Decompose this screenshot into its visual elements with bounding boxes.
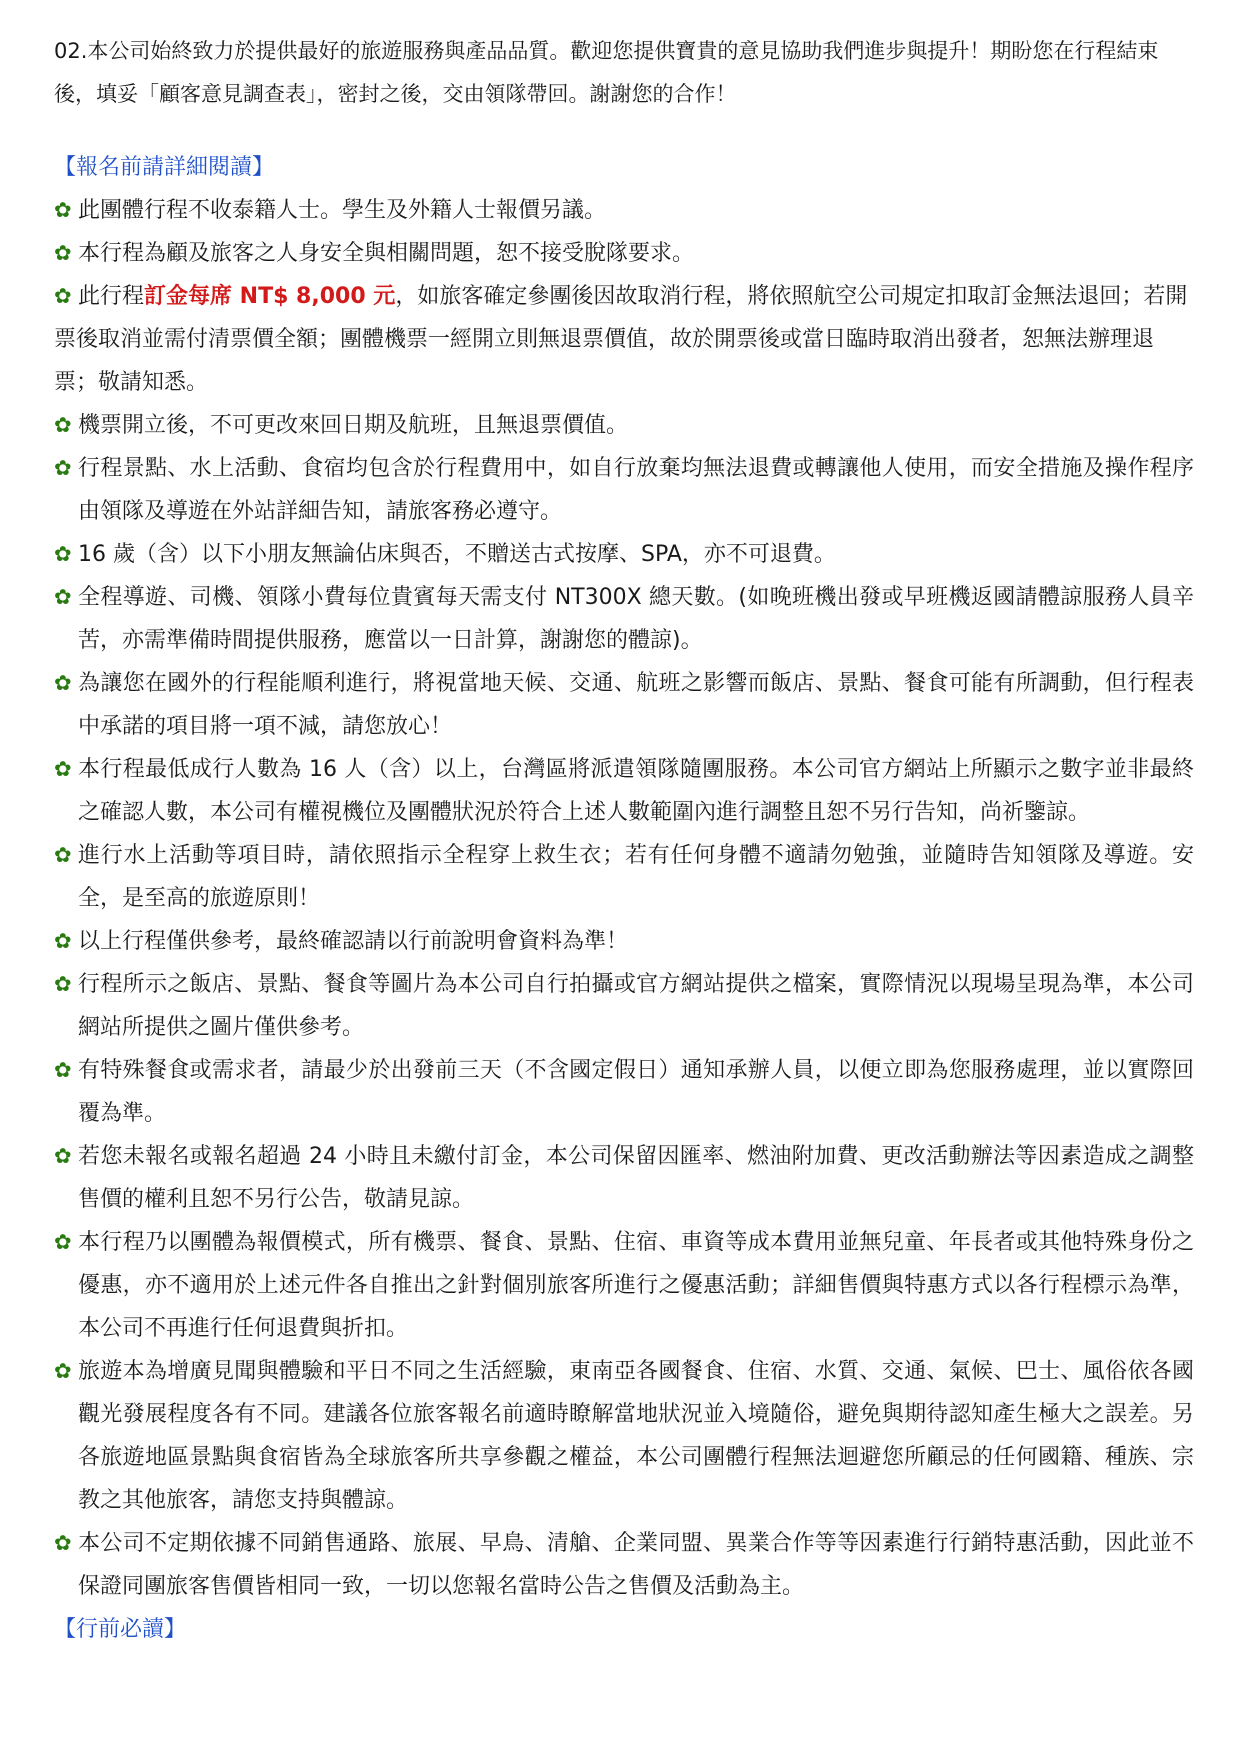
notice-text: 本行程為顧及旅客之人身安全與相關問題，恕不接受脫隊要求。 [78,241,695,266]
flower-bullet-icon: ✿ [54,1531,72,1555]
flower-bullet-icon: ✿ [54,1144,72,1168]
notice-item [54,834,1194,920]
notice-item [54,533,1194,576]
notice-item [54,447,1194,533]
notice-text: 為讓您在國外的行程能順利進行，將視當地天候、交通、航班之影響而飯店、景點、餐食可能有所調動，但行程表中承諾的項目將一項不減，請您放心！ [78,671,1194,739]
notice-text: 16 歲（含）以下小朋友無論佔床與否，不贈送古式按摩、SPA，亦不可退費。 [78,542,836,567]
notice-text: 行程所示之飯店、景點、餐食等圖片為本公司自行拍攝或官方網站提供之檔案，實際情況以現場呈現為準，本公司網站所提供之圖片僅供參考。 [78,972,1194,1040]
notice-item [54,1522,1194,1608]
flower-bullet-icon: ✿ [54,198,72,222]
notice-item [54,963,1194,1049]
notice-item [54,189,1194,232]
intro-paragraph: 02.本公司始終致力於提供最好的旅遊服務與產品品質。歡迎您提供寶貴的意見協助我們進步與提升！期盼您在行程結束後，填妥「顧客意見調查表」，密封之後，交由領隊帶回。謝謝您的合作！ [54,39,1159,106]
notice-text-pre: 此行程 [78,284,145,309]
notice-text: 此團體行程不收泰籍人士。學生及外籍人士報價另議。 [78,198,607,223]
notice-item [54,920,1194,963]
notice-text: 旅遊本為增廣見聞與體驗和平日不同之生活經驗，東南亞各國餐食、住宿、水質、交通、氣候、巴士、風俗依各國觀光發展程度各有不同。建議各位旅客報名前適時瞭解當地狀況並入境隨俗，避免與期待認知產生極大之誤差。另各旅遊地區景點與食宿皆為全球旅客所共享參觀之權益，本公司團體行程無法迴避您所顧忌的任何國籍、種族、宗教之其他旅客，請您支持與體諒。 [78,1359,1194,1513]
notice-item [54,576,1194,662]
flower-bullet-icon: ✿ [54,284,72,308]
notice-item [54,662,1194,748]
flower-bullet-icon: ✿ [54,929,72,953]
deposit-amount: 訂金每席 NT$ 8,000 元 [144,284,396,309]
notice-text-post: ，如旅客確定參團後因故取消行程，將依照航空公司規定扣取訂金無法退回；若開票後取消並需付清票價全額；團體機票一經開立則無退票價值，故於開票後或當日臨時取消出發者，恕無法辦理退票；敬請知悉。 [54,284,1188,395]
notice-item [54,748,1194,834]
flower-bullet-icon: ✿ [54,671,72,695]
flower-bullet-icon: ✿ [54,241,72,265]
notice-text: 本行程最低成行人數為 16 人（含）以上，台灣區將派遣領隊隨團服務。本公司官方網站上所顯示之數字並非最終之確認人數，本公司有權視機位及團體狀況於符合上述人數範圍內進行調整且恕不另行告知，尚祈鑒諒。 [78,757,1194,825]
flower-bullet-icon: ✿ [54,843,72,867]
notice-item [54,232,1194,275]
notice-text: 若您未報名或報名超過 24 小時且未繳付訂金，本公司保留因匯率、燃油附加費、更改活動辦法等因素造成之調整售價的權利且恕不另行公告，敬請見諒。 [78,1144,1194,1212]
notice-item-deposit [54,275,1194,404]
flower-bullet-icon: ✿ [54,757,72,781]
notice-text: 行程景點、水上活動、食宿均包含於行程費用中，如自行放棄均無法退費或轉讓他人使用，而安全措施及操作程序由領隊及導遊在外站詳細告知，請旅客務必遵守。 [78,456,1194,524]
section-title-before-signup: 【報名前請詳細閱讀】 [54,155,275,180]
flower-bullet-icon: ✿ [54,585,72,609]
flower-bullet-icon: ✿ [54,972,72,996]
flower-bullet-icon: ✿ [54,542,72,566]
notice-text: 本公司不定期依據不同銷售通路、旅展、早鳥、清艙、企業同盟、異業合作等等因素進行行銷特惠活動，因此並不保證同團旅客售價皆相同一致，一切以您報名當時公告之售價及活動為主。 [78,1531,1194,1599]
notice-text: 有特殊餐食或需求者，請最少於出發前三天（不含國定假日）通知承辦人員，以便立即為您服務處理，並以實際回覆為準。 [78,1058,1194,1126]
notice-text: 全程導遊、司機、領隊小費每位貴賓每天需支付 NT300X 總天數。(如晚班機出發或早班機返國請體諒服務人員辛苦，亦需準備時間提供服務，應當以一日計算，謝謝您的體諒)。 [78,585,1194,653]
flower-bullet-icon: ✿ [54,413,72,437]
section-title-pre-departure: 【行前必讀】 [54,1617,187,1642]
notice-item [54,1350,1194,1522]
notice-item [54,404,1194,447]
flower-bullet-icon: ✿ [54,1058,72,1082]
notice-text: 進行水上活動等項目時，請依照指示全程穿上救生衣；若有任何身體不適請勿勉強，並隨時告知領隊及導遊。安全，是至高的旅遊原則！ [78,843,1194,911]
notice-text: 機票開立後，不可更改來回日期及航班，且無退票價值。 [78,413,629,438]
notice-text: 本行程乃以團體為報價模式，所有機票、餐食、景點、住宿、車資等成本費用並無兒童、年長者或其他特殊身份之優惠，亦不適用於上述元件各自推出之針對個別旅客所進行之優惠活動；詳細售價與特惠方式以各行程標示為準，本公司不再進行任何退費與折扣。 [78,1230,1194,1341]
flower-bullet-icon: ✿ [54,456,72,480]
notice-item [54,1221,1194,1350]
notice-text: 以上行程僅供參考，最終確認請以行前說明會資料為準！ [78,929,629,954]
notice-item [54,1049,1194,1135]
notice-list [54,189,1193,1608]
notice-item [54,1135,1194,1221]
flower-bullet-icon: ✿ [54,1230,72,1254]
flower-bullet-icon: ✿ [54,1359,72,1383]
